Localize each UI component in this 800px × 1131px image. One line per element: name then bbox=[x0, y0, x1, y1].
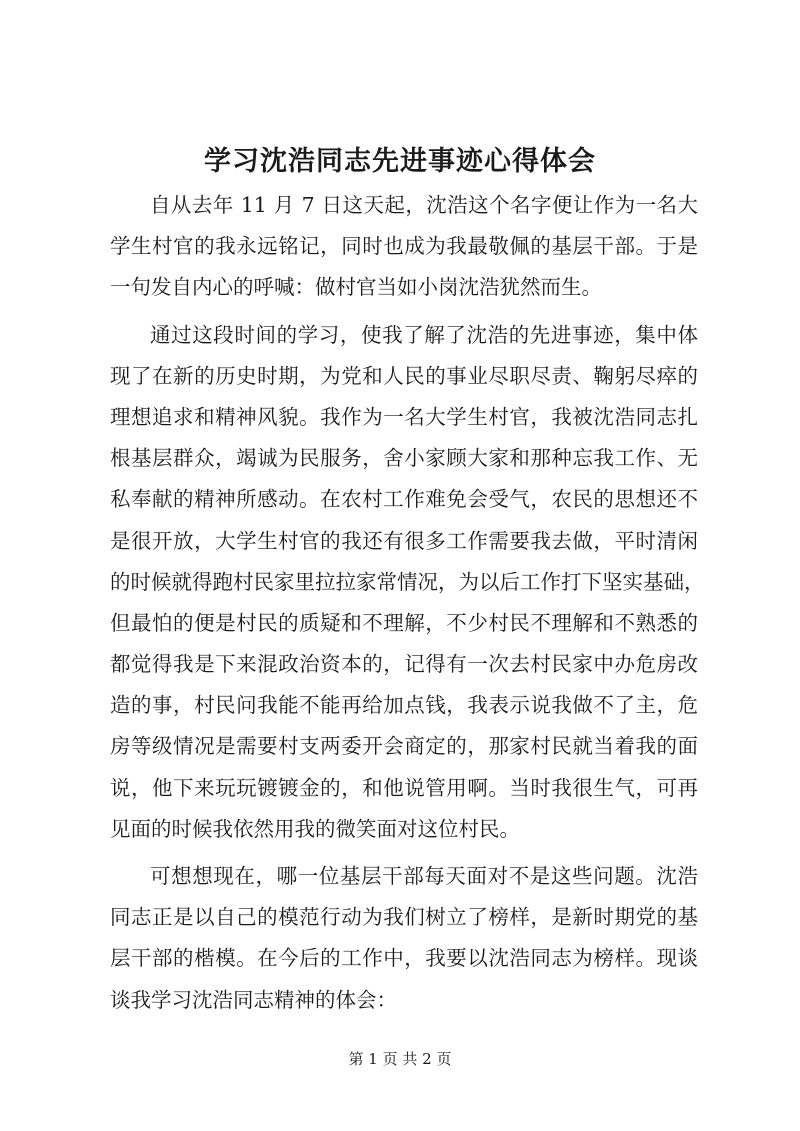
document-body bbox=[0, 185, 800, 1021]
paragraph bbox=[0, 315, 800, 850]
text-line: 房等级情况是需要村支两委开会商定的，那家村民就当着我的面 bbox=[110, 734, 698, 759]
text-line: 现了在新的历史时期，为党和人民的事业尽职尽责、鞠躬尽瘁的 bbox=[110, 363, 698, 388]
text-line: 同志正是以自己的模范行动为我们树立了榜样，是新时期党的基 bbox=[110, 905, 698, 930]
paragraph bbox=[0, 856, 800, 1021]
paragraph bbox=[0, 185, 800, 309]
page-number: 第 1 页 共 2 页 bbox=[348, 1050, 452, 1068]
text-line: 通过这段时间的学习，使我了解了沈浩的先进事迹，集中体 bbox=[150, 322, 698, 347]
text-line: 是很开放，大学生村官的我还有很多工作需要我去做，平时清闲 bbox=[110, 528, 698, 553]
text-line: 都觉得我是下来混政治资本的，记得有一次去村民家中办危房改 bbox=[110, 652, 698, 677]
document-title: 学习沈浩同志先进事迹心得体会 bbox=[204, 146, 596, 177]
text-line: 私奉献的精神所感动。在农村工作难免会受气，农民的思想还不 bbox=[110, 487, 698, 512]
text-line: 根基层群众，竭诚为民服务，舍小家顾大家和那种忘我工作、无 bbox=[110, 446, 698, 471]
text-line: 但最怕的便是村民的质疑和不理解，不少村民不理解和不熟悉的 bbox=[110, 610, 698, 635]
text-line: 的时候就得跑村民家里拉拉家常情况，为以后工作打下坚实基础， bbox=[110, 569, 705, 594]
text-line: 理想追求和精神风貌。我作为一名大学生村官，我被沈浩同志扎 bbox=[110, 404, 698, 429]
text-line: 学生村官的我永远铭记，同时也成为我最敬佩的基层干部。于是 bbox=[110, 234, 698, 259]
text-line: 层干部的楷模。在今后的工作中，我要以沈浩同志为榜样。现谈 bbox=[110, 946, 698, 971]
text-line: 可想想现在，哪一位基层干部每天面对不是这些问题。沈浩 bbox=[150, 864, 698, 888]
text-line: 见面的时候我依然用我的微笑面对这位村民。 bbox=[110, 816, 520, 841]
text-line: 造的事，村民问我能不能再给加点钱，我表示说我做不了主，危 bbox=[110, 693, 698, 718]
text-line: 谈我学习沈浩同志精神的体会： bbox=[110, 987, 397, 1012]
text-line: 一句发自内心的呼喊：做村官当如小岗沈浩犹然而生。 bbox=[110, 275, 602, 300]
text-line: 自从去年 11 月 7 日这天起，沈浩这个名字便让作为一名大 bbox=[150, 193, 698, 217]
text-line: 说，他下来玩玩镀镀金的，和他说管用啊。当时我很生气，可再 bbox=[110, 775, 698, 800]
